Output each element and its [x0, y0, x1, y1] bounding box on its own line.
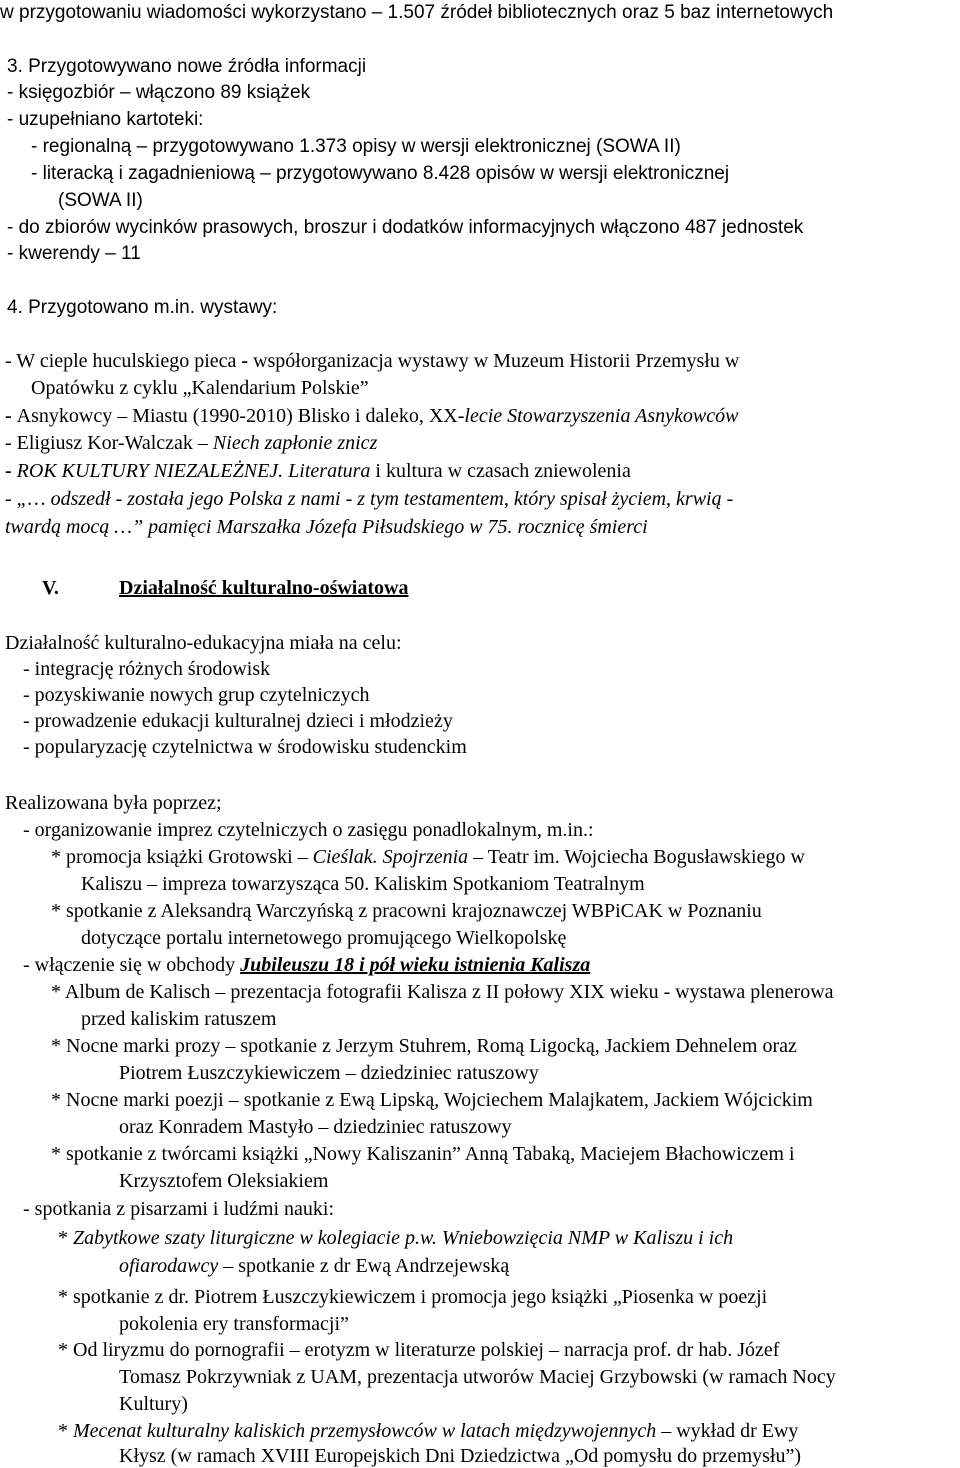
event-item-cont: Tomasz Pokrzywniak z UAM, prezentacja utworów Maciej Grzybowski (w ramach Nocy — [119, 1366, 836, 1388]
event-item-cont: Kaliszu – impreza towarzysząca 50. Kaliskim Spotkaniom Teatralnym — [81, 873, 645, 895]
paragraph-intro: Działalność kulturalno-edukacyjna miała na celu: — [5, 632, 402, 654]
event-item: * spotkanie z twórcami książki „Nowy Kaliszanin” Anną Tabaką, Maciejem Błachowiczem i — [51, 1143, 795, 1165]
event-item-cont: Piotrem Łuszczykiewiczem – dziedziniec ratuszowy — [119, 1062, 539, 1084]
text-line: - kwerendy – 11 — [7, 243, 141, 264]
list-heading: 4. Przygotowano m.in. wystawy: — [7, 297, 278, 318]
text-line: - do zbiorów wycinków prasowych, broszur i dodatków informacyjnych włączono 487 jednostek — [7, 217, 804, 238]
text-line: - literacką i zagadnieniową – przygotowywano 8.428 opisów w wersji elektronicznej — [31, 163, 730, 184]
event-item-cont: oraz Konradem Mastyło – dziedziniec ratuszowy — [119, 1116, 512, 1138]
event-item: * spotkanie z Aleksandrą Warczyńską z pracowni krajoznawczej WBPiCAK w Poznaniu — [51, 900, 762, 922]
exhibition-item: - Asnykowcy – Miastu (1990-2010) Blisko i daleko, XX-lecie Stowarzyszenia Asnykowców — [5, 405, 739, 427]
event-item: * Album de Kalisch – prezentacja fotografii Kalisza z II połowy XIX wieku - wystawa plenerowa — [51, 981, 834, 1003]
text-line: - uzupełniano kartoteki: — [7, 109, 204, 130]
event-item: * Mecenat kulturalny kaliskich przemysłowców w latach międzywojennych – wykład dr Ewy — [58, 1420, 799, 1442]
list-item: - włączenie się w obchody Jubileuszu 18 i pół wieku istnienia Kalisza — [23, 954, 591, 976]
section-title: Działalność kulturalno-oświatowa — [119, 577, 409, 599]
event-item: * spotkanie z dr. Piotrem Łuszczykiewiczem i promocja jego książki „Piosenka w poezji — [58, 1286, 768, 1308]
text-line: w przygotowaniu wiadomości wykorzystano – 1.507 źródeł bibliotecznych oraz 5 baz internetowych — [0, 2, 834, 23]
exhibition-item: - „… odszedł - została jego Polska z nami - z tym testamentem, który spisał życiem, krwią - — [5, 488, 734, 510]
event-item-cont: przed kaliskim ratuszem — [81, 1008, 277, 1030]
event-item: * Nocne marki prozy – spotkanie z Jerzym Stuhrem, Romą Ligocką, Jackiem Dehnelem oraz — [51, 1035, 797, 1057]
exhibition-item: - Eligiusz Kor-Walczak – Niech zapłonie znicz — [5, 432, 378, 454]
paragraph-intro: Realizowana była poprzez; — [5, 792, 222, 814]
event-item-cont: pokolenia ery transformacji” — [119, 1313, 349, 1335]
event-item-cont: Kłysz (w ramach XVIII Europejskich Dni Dziedzictwa „Od pomysłu do przemysłu”) — [119, 1445, 802, 1467]
list-item: - integrację różnych środowisk — [23, 658, 271, 680]
event-item: * promocja książki Grotowski – Cieślak. Spojrzenia – Teatr im. Wojciecha Bogusławskiego w — [51, 846, 805, 868]
event-item: * Zabytkowe szaty liturgiczne w kolegiacie p.w. Wniebowzięcia NMP w Kaliszu i ich — [58, 1227, 734, 1249]
event-item-cont: ofiarodawcy – spotkanie z dr Ewą Andrzejewską — [119, 1255, 510, 1277]
exhibition-item-cont: twardą mocą …” pamięci Marszałka Józefa Piłsudskiego w 75. rocznicę śmierci — [5, 516, 648, 538]
list-item: - spotkania z pisarzami i ludźmi nauki: — [23, 1198, 335, 1220]
list-item: - organizowanie imprez czytelniczych o zasięgu ponadlokalnym, m.in.: — [23, 819, 594, 841]
event-item-cont: dotyczące portalu internetowego promującego Wielkopolskę — [81, 927, 567, 949]
exhibition-item: - ROK KULTURY NIEZALEŻNEJ. Literatura i kultura w czasach zniewolenia — [5, 460, 631, 482]
list-item: - pozyskiwanie nowych grup czytelniczych — [23, 684, 370, 706]
exhibition-item-cont: Opatówku z cyklu „Kalendarium Polskie” — [31, 377, 369, 399]
text-line: - regionalną – przygotowywano 1.373 opisy w wersji elektronicznej (SOWA II) — [31, 136, 681, 157]
list-item: - prowadzenie edukacji kulturalnej dzieci i młodzieży — [23, 710, 453, 732]
event-item: * Nocne marki poezji – spotkanie z Ewą Lipską, Wojciechem Malajkatem, Jackiem Wójcickim — [51, 1089, 813, 1111]
text-line: (SOWA II) — [58, 190, 143, 211]
section-number: V. — [42, 577, 59, 599]
list-item: - popularyzację czytelnictwa w środowisku studenckim — [23, 736, 467, 758]
event-item-cont: Krzysztofem Oleksiakiem — [119, 1170, 329, 1192]
event-item-cont: Kultury) — [119, 1393, 188, 1415]
list-heading: 3. Przygotowywano nowe źródła informacji — [7, 56, 367, 77]
exhibition-item: - W cieple huculskiego pieca - współorganizacja wystawy w Muzeum Historii Przemysłu w — [5, 350, 740, 372]
text-line: - księgozbiór – włączono 89 książek — [7, 82, 311, 103]
event-item: * Od liryzmu do pornografii – erotyzm w literaturze polskiej – narracja prof. dr hab. Józef — [58, 1339, 780, 1361]
